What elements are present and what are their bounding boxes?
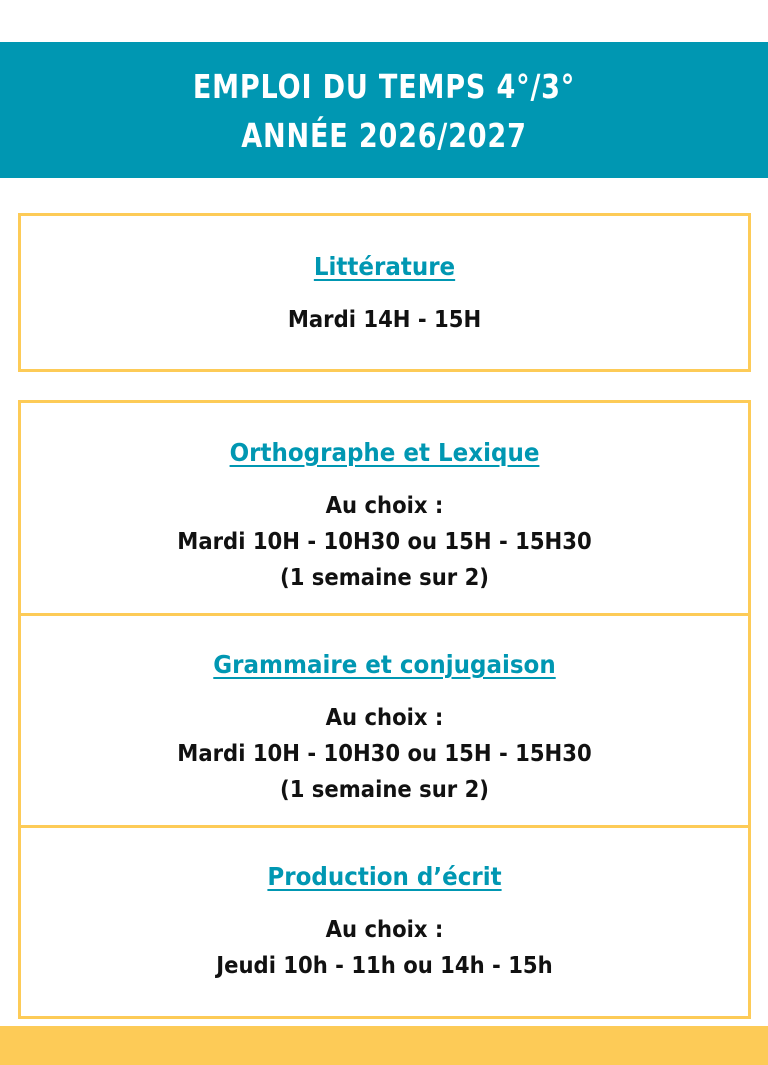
frequency-note: (1 semaine sur 2) bbox=[280, 565, 489, 591]
frequency-note: (1 semaine sur 2) bbox=[280, 777, 489, 803]
header-title-line-2: ANNÉE 2026/2027 bbox=[241, 116, 527, 155]
schedule-line: Mardi 10H - 10H30 ou 15H - 15H30 bbox=[177, 741, 592, 767]
litterature-box bbox=[18, 213, 751, 372]
choice-label: Au choix : bbox=[325, 917, 444, 943]
header-title-line-1: EMPLOI DU TEMPS 4°/3° bbox=[192, 67, 576, 106]
section-title-production-ecrit: Production d’écrit bbox=[267, 862, 502, 891]
page-header bbox=[0, 42, 768, 178]
section-litterature bbox=[21, 249, 748, 338]
section-title-orthographe: Orthographe et Lexique bbox=[229, 438, 540, 467]
section-divider bbox=[21, 613, 748, 616]
schedule-line: Mardi 14H - 15H bbox=[287, 307, 482, 333]
section-divider bbox=[21, 825, 748, 828]
section-title-grammaire: Grammaire et conjugaison bbox=[213, 650, 556, 679]
schedule-box bbox=[18, 400, 751, 1019]
choice-label: Au choix : bbox=[325, 705, 444, 731]
section-orthographe bbox=[21, 435, 748, 596]
section-production-ecrit bbox=[21, 859, 748, 984]
choice-label: Au choix : bbox=[325, 493, 444, 519]
footer-bar bbox=[0, 1026, 768, 1065]
section-grammaire bbox=[21, 647, 748, 808]
schedule-line: Jeudi 10h - 11h ou 14h - 15h bbox=[216, 953, 553, 979]
schedule-line: Mardi 10H - 10H30 ou 15H - 15H30 bbox=[177, 529, 592, 555]
section-title-litterature: Littérature bbox=[313, 252, 456, 281]
